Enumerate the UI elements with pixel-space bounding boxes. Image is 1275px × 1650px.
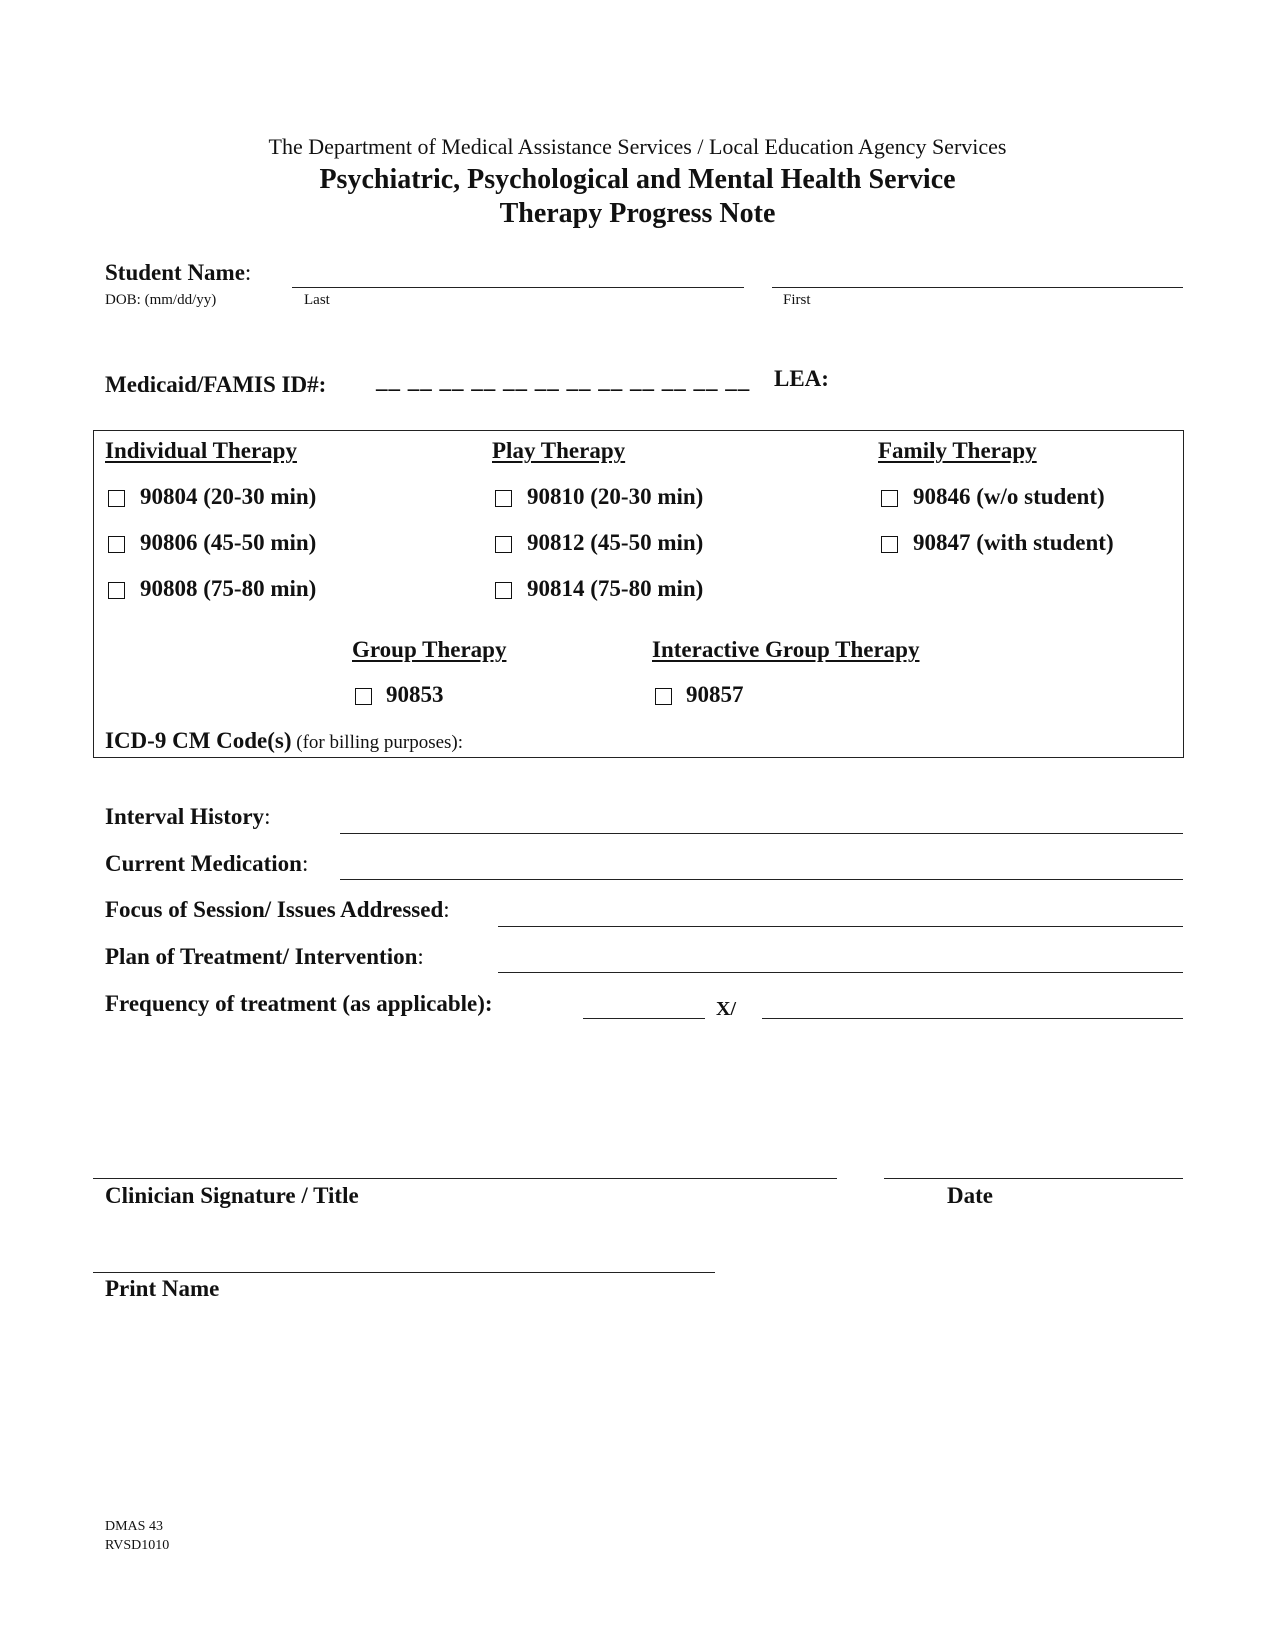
plan-of-treatment-row [105,944,424,970]
option-90853-label: 90853 [386,682,444,707]
date-field[interactable] [884,1178,1183,1179]
frequency-count-field[interactable] [583,1018,705,1019]
icd-code-row [105,728,463,754]
form-title: Psychiatric, Psychological and Mental Health Service [319,164,956,195]
checkbox-90857[interactable] [655,688,672,705]
plan-of-treatment-field[interactable] [498,972,1183,973]
option-90804-label: 90804 (20-30 min) [140,484,317,509]
option-90812-label: 90812 (45-50 min) [527,530,704,555]
focus-of-session-label: Focus of Session/ Issues Addressed [105,897,444,922]
interval-history-row [105,804,270,830]
medicaid-id-label: Medicaid/FAMIS ID#: [105,372,327,397]
focus-of-session-colon: : [443,897,450,922]
student-name-label-row [105,260,251,286]
lea-label: LEA: [774,366,829,391]
individual-therapy-heading: Individual Therapy [105,438,297,463]
option-90808-label: 90808 (75-80 min) [140,576,317,601]
date-label: Date [947,1183,993,1208]
option-90847-label: 90847 (with student) [913,530,1114,555]
interactive-group-therapy-heading: Interactive Group Therapy [652,637,920,662]
print-name-field[interactable] [93,1272,715,1273]
checkbox-90814[interactable] [495,582,512,599]
option-90814-label: 90814 (75-80 min) [527,576,704,601]
checkbox-90804[interactable] [108,490,125,507]
current-medication-field[interactable] [340,879,1183,880]
icd-code-label: ICD-9 CM Code(s) [105,728,292,753]
clinician-signature-label: Clinician Signature / Title [105,1183,359,1208]
print-name-label: Print Name [105,1276,220,1301]
plan-of-treatment-colon: : [417,944,424,969]
checkbox-90810[interactable] [495,490,512,507]
frequency-x-label: X/ [716,998,736,1020]
current-medication-label: Current Medication [105,851,302,876]
interval-history-label: Interval History [105,804,265,829]
interval-history-field[interactable] [340,833,1183,834]
student-name-label: Student Name [105,260,245,285]
checkbox-90806[interactable] [108,536,125,553]
icd-code-note: (for billing purposes): [291,732,464,753]
option-90846-label: 90846 (w/o student) [913,484,1105,509]
frequency-period-field[interactable] [762,1018,1183,1019]
clinician-signature-field[interactable] [93,1178,837,1179]
student-name-colon: : [244,260,252,285]
option-90810-label: 90810 (20-30 min) [527,484,704,509]
family-therapy-heading: Family Therapy [878,438,1037,463]
form-revision: RVSD1010 [105,1538,170,1553]
checkbox-90853[interactable] [355,688,372,705]
student-last-name-field[interactable] [292,287,744,288]
current-medication-row [105,851,308,877]
interval-history-colon: : [264,804,271,829]
focus-of-session-row [105,897,450,923]
checkbox-90808[interactable] [108,582,125,599]
checkbox-90847[interactable] [881,536,898,553]
student-first-name-field[interactable] [772,287,1183,288]
group-therapy-heading: Group Therapy [352,637,507,662]
play-therapy-heading: Play Therapy [492,438,626,463]
checkbox-90846[interactable] [881,490,898,507]
first-name-caption: First [783,292,811,308]
agency-heading: The Department of Medical Assistance Services / Local Education Agency Services [268,134,1007,159]
form-subtitle: Therapy Progress Note [499,198,776,229]
medicaid-id-field[interactable]: __ __ __ __ __ __ __ __ __ __ __ __ [376,368,751,393]
checkbox-90812[interactable] [495,536,512,553]
frequency-label: Frequency of treatment (as applicable): [105,991,493,1016]
option-90857-label: 90857 [686,682,744,707]
focus-of-session-field[interactable] [498,926,1183,927]
form-id: DMAS 43 [105,1519,163,1534]
last-name-caption: Last [304,292,330,308]
current-medication-colon: : [301,851,309,876]
option-90806-label: 90806 (45-50 min) [140,530,317,555]
dob-label: DOB: (mm/dd/yy) [105,292,217,308]
plan-of-treatment-label: Plan of Treatment/ Intervention [105,944,418,969]
